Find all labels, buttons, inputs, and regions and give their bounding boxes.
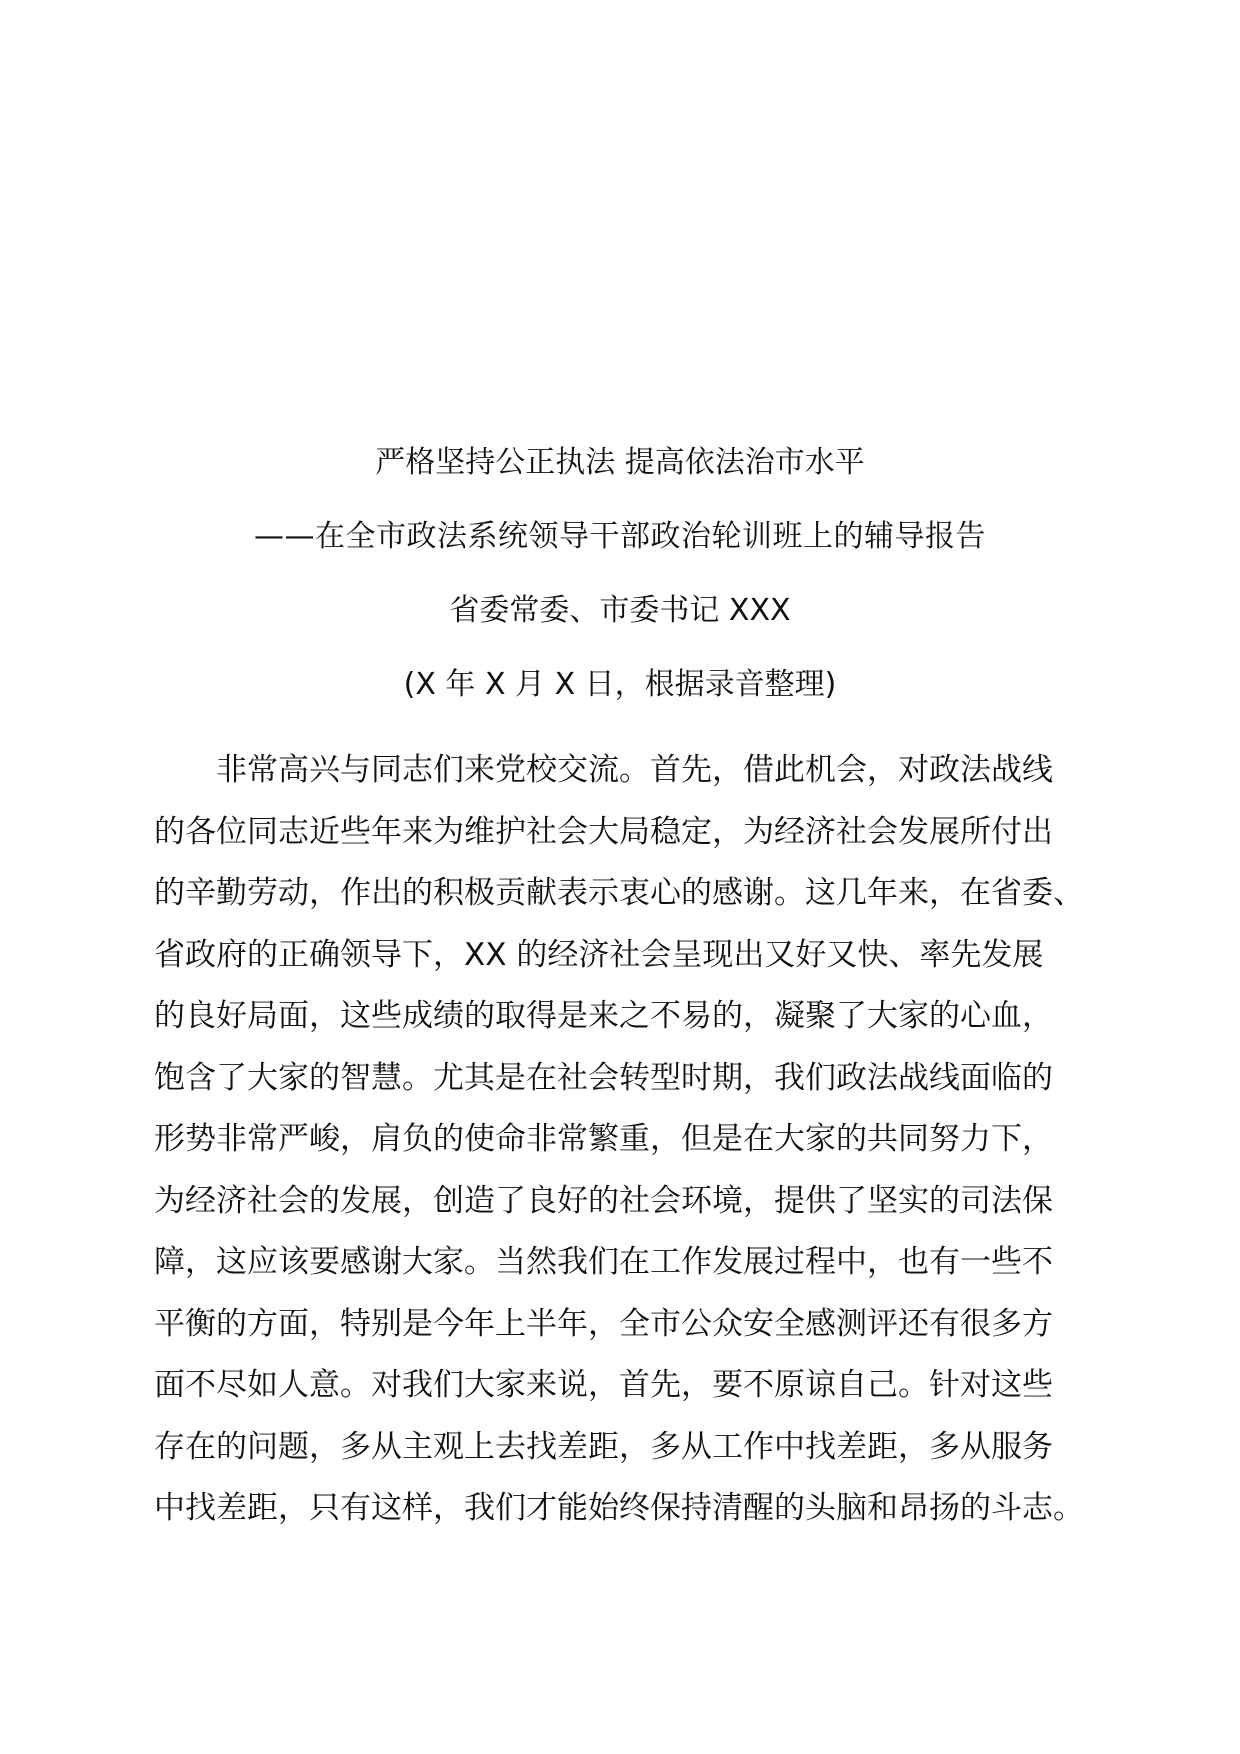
body-line: 平衡的方面，特别是今年上半年，全市公众安全感测评还有很多方 — [154, 1305, 1053, 1342]
body-line: 省政府的正确领导下，XX 的经济社会呈现出又好又快、率先发展 — [154, 936, 1044, 973]
body-line: 的各位同志近些年来为维护社会大局稳定，为经济社会发展所付出 — [154, 813, 1053, 850]
body-line: 的良好局面，这些成绩的取得是来之不易的，凝聚了大家的心血， — [154, 998, 1053, 1034]
body-line: 饱含了大家的智慧。尤其是在社会转型时期，我们政法战线面临的 — [154, 1059, 1053, 1096]
body-line: 的辛勤劳动，作出的积极贡献表示衷心的感谢。这几年来，在省委、 — [154, 875, 1084, 911]
body-line: 面不尽如人意。对我们大家来说，首先，要不原谅自己。针对这些 — [154, 1367, 1053, 1403]
document-title: 严格坚持公正执法 提高依法治市水平 — [375, 445, 865, 480]
body-line: 非常高兴与同志们来党校交流。首先，借此机会，对政法战线 — [216, 752, 1053, 788]
document-author: 省委常委、市委书记 XXX — [449, 593, 791, 628]
document-date-note: (X 年 X 月 X 日，根据录音整理) — [403, 667, 837, 702]
body-paragraph — [154, 740, 1084, 1540]
heading-block — [0, 444, 1240, 704]
document-subtitle: ——在全市政法系统领导干部政治轮训班上的辅导报告 — [254, 519, 986, 554]
body-line: 中找差距，只有这样，我们才能始终保持清醒的头脑和昂扬的斗志。 — [154, 1490, 1084, 1526]
body-line: 存在的问题，多从主观上去找差距，多从工作中找差距，多从服务 — [154, 1428, 1053, 1465]
body-line: 为经济社会的发展，创造了良好的社会环境，提供了坚实的司法保 — [154, 1182, 1053, 1219]
body-line: 障，这应该要感谢大家。当然我们在工作发展过程中，也有一些不 — [154, 1244, 1053, 1280]
body-line: 形势非常严峻，肩负的使命非常繁重，但是在大家的共同努力下， — [154, 1121, 1053, 1157]
